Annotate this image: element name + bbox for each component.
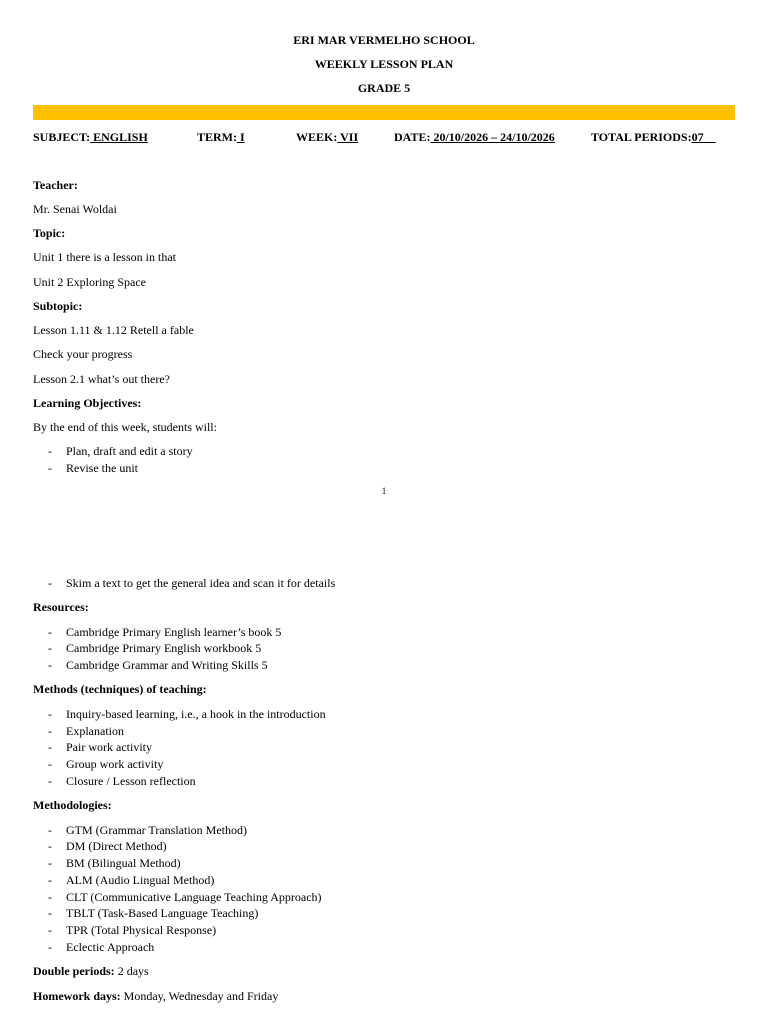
methods-heading: Methods (techniques) of teaching: (33, 682, 207, 696)
objectives-intro: By the end of this week, students will: (33, 420, 217, 434)
bullet-dash: - (48, 757, 52, 771)
method-text: Explanation (66, 724, 124, 738)
resource-item (48, 658, 268, 673)
methodologies-heading: Methodologies: (33, 798, 112, 812)
resource-item (48, 625, 281, 640)
bullet-dash: - (48, 823, 52, 837)
subtopic-item: Lesson 2.1 what’s out there? (33, 372, 170, 386)
bullet-dash: - (48, 856, 52, 870)
resource-item (48, 641, 261, 656)
methodology-item (48, 823, 247, 838)
objective-text: Revise the unit (66, 461, 138, 475)
bullet-dash: - (48, 724, 52, 738)
methodology-item (48, 940, 154, 955)
total-periods-field (591, 130, 716, 145)
bullet-dash: - (48, 873, 52, 887)
method-item (48, 707, 326, 722)
double-periods-label: Double periods: (33, 964, 115, 978)
bullet-dash: - (48, 707, 52, 721)
bullet-dash: - (48, 576, 52, 590)
homework-days-value: Monday, Wednesday and Friday (120, 989, 279, 1003)
topic-heading: Topic: (33, 226, 66, 240)
homework-days-label: Homework days: (33, 989, 121, 1003)
objective-item (48, 444, 193, 459)
methodology-item (48, 839, 167, 854)
objective-text: Plan, draft and edit a story (66, 444, 193, 458)
resource-text: Cambridge Primary English learner’s book 5 (66, 625, 282, 639)
objectives-heading: Learning Objectives: (33, 396, 142, 410)
school-name: ERI MAR VERMELHO SCHOOL (293, 33, 475, 47)
objective-text: Skim a text to get the general idea and scan it for details (66, 576, 336, 590)
week-field (296, 130, 358, 145)
subtopic-heading: Subtopic: (33, 299, 83, 313)
teacher-name: Mr. Senai Woldai (33, 202, 117, 216)
methodology-text: GTM (Grammar Translation Method) (66, 823, 247, 837)
subtopic-item: Lesson 1.11 & 1.12 Retell a fable (33, 323, 194, 337)
topic-item: Unit 2 Exploring Space (33, 275, 146, 289)
method-item (48, 740, 152, 755)
grade-label: GRADE 5 (357, 81, 411, 95)
methodology-text: CLT (Communicative Language Teaching Approach) (66, 890, 322, 904)
method-item (48, 757, 163, 772)
method-item (48, 774, 196, 789)
term-field (197, 130, 245, 145)
document-title: WEEKLY LESSON PLAN (314, 57, 454, 71)
bullet-dash: - (48, 641, 52, 655)
term-label: TERM: (197, 130, 237, 144)
methodology-item (48, 890, 322, 905)
subtopic-item: Check your progress (33, 347, 133, 361)
methodology-text: TPR (Total Physical Response) (66, 923, 217, 937)
methodology-item (48, 923, 216, 938)
methodology-item (48, 856, 181, 871)
bullet-dash: - (48, 444, 52, 458)
method-text: Pair work activity (66, 740, 152, 754)
bullet-dash: - (48, 461, 52, 475)
methodology-text: Eclectic Approach (66, 940, 155, 954)
bullet-dash: - (48, 740, 52, 754)
bullet-dash: - (48, 890, 52, 904)
week-label: WEEK: (296, 130, 338, 144)
methodology-text: BM (Bilingual Method) (66, 856, 181, 870)
homework-days-line (33, 989, 278, 1004)
double-periods-line (33, 964, 149, 979)
bullet-dash: - (48, 923, 52, 937)
page-number: 1 (381, 486, 387, 496)
objective-item (48, 461, 138, 476)
bullet-dash: - (48, 839, 52, 853)
date-label: DATE: (394, 130, 431, 144)
header-divider-bar (33, 105, 735, 120)
objective-item (48, 576, 335, 591)
bullet-dash: - (48, 625, 52, 639)
resource-text: Cambridge Grammar and Writing Skills 5 (66, 658, 268, 672)
subject-label: SUBJECT: (33, 130, 91, 144)
resource-text: Cambridge Primary English workbook 5 (66, 641, 262, 655)
week-value: VII (337, 130, 359, 144)
total-periods-value: 07 (691, 130, 716, 144)
bullet-dash: - (48, 906, 52, 920)
method-item (48, 724, 124, 739)
double-periods-value: 2 days (114, 964, 149, 978)
resources-heading: Resources: (33, 600, 89, 614)
date-field (394, 130, 555, 145)
methodology-item (48, 873, 214, 888)
method-text: Inquiry-based learning, i.e., a hook in the introduction (66, 707, 326, 721)
teacher-heading: Teacher: (33, 178, 78, 192)
bullet-dash: - (48, 658, 52, 672)
methodology-text: DM (Direct Method) (66, 839, 167, 853)
bullet-dash: - (48, 940, 52, 954)
subject-field (33, 130, 148, 145)
methodology-text: ALM (Audio Lingual Method) (66, 873, 215, 887)
method-text: Closure / Lesson reflection (66, 774, 196, 788)
total-periods-label: TOTAL PERIODS: (591, 130, 692, 144)
term-value: I (237, 130, 245, 144)
date-value: 20/10/2026 – 24/10/2026 (430, 130, 555, 144)
topic-item: Unit 1 there is a lesson in that (33, 250, 176, 264)
methodology-text: TBLT (Task-Based Language Teaching) (66, 906, 259, 920)
methodology-item (48, 906, 258, 921)
method-text: Group work activity (66, 757, 164, 771)
bullet-dash: - (48, 774, 52, 788)
subject-value: ENGLISH (90, 130, 148, 144)
